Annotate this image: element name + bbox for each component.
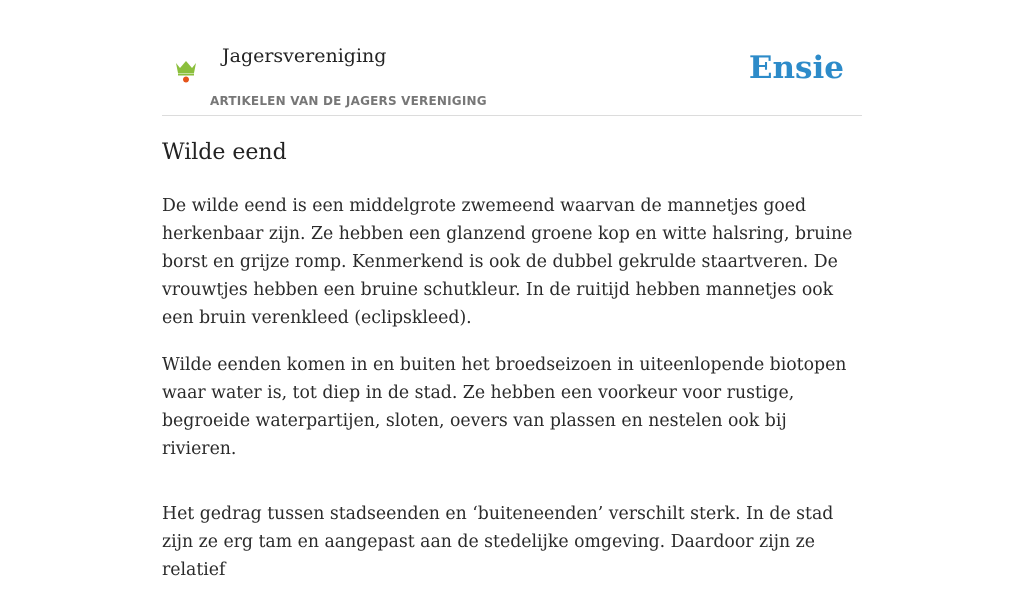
article-paragraph: Wilde eenden komen in en buiten het broedseizoen in uiteenlopende biotopen waar water is, tot diep in de stad. Ze hebben een voorkeur voor rustige, begroeide waterpartijen, sloten, oevers van plassen en nestelen ook bij rivieren. [162,355,847,459]
article-title: Wilde eend [162,140,287,165]
article-body [162,192,862,603]
article-container [162,0,862,580]
ensie-logo-link[interactable]: Ensie [748,50,844,86]
article-paragraph: Het gedrag tussen stadseenden en ‘buiteneenden’ verschilt sterk. In de stad zijn ze erg tam en aangepast aan de stedelijke omgeving. Daardoor zijn ze relatief [162,504,834,580]
site-header [162,0,862,116]
organization-name[interactable]: Jagersvereniging [222,45,387,67]
site-subtitle: ARTIKELEN VAN DE JAGERS VERENIGING [210,94,487,108]
crown-icon[interactable] [174,57,198,83]
article-paragraph: De wilde eend is een middelgrote zwemeend waarvan de mannetjes goed herkenbaar zijn. Ze hebben een glanzend groene kop en witte halsring, bruine borst en grijze romp. Kenmerkend is ook de dubbel gekrulde staartveren. De vrouwtjes hebben een bruine schutkleur. In de ruitijd hebben mannetjes ook een bruin verenkleed (eclipskleed). [162,196,853,328]
